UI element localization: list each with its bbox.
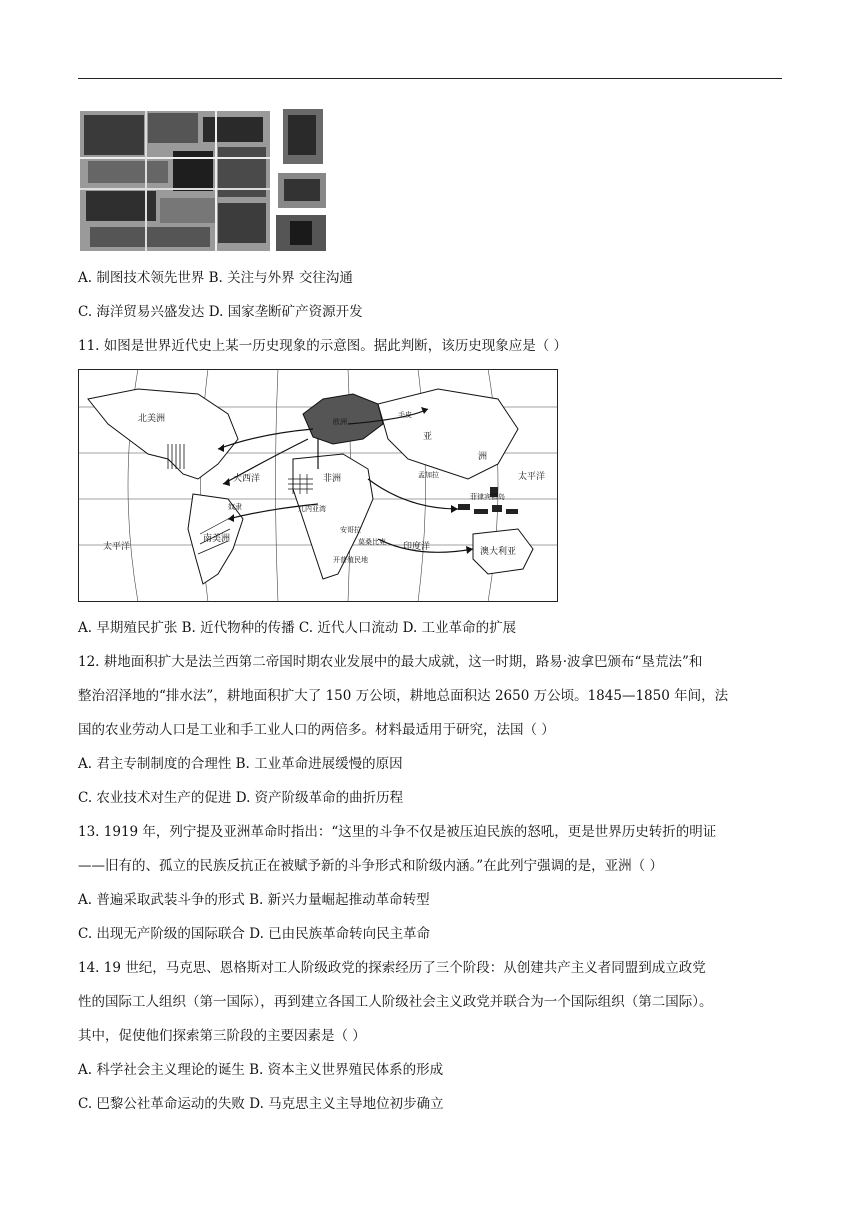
- map-label-angola: 安哥拉: [340, 526, 361, 534]
- map-label-guinea: 几内亚湾: [298, 505, 326, 513]
- q13-stem-line1: 13. 1919 年，列宁提及亚洲革命时指出：“这里的斗争不仅是被压迫民族的怒吼，更是世界历史转折的明证: [78, 824, 717, 840]
- map-label-africa: 非洲: [323, 474, 342, 484]
- map-label-fur: 毛皮: [398, 411, 412, 419]
- map-label-bengal: 孟加拉: [418, 471, 439, 479]
- map-label-atlantic: 大西洋: [233, 474, 261, 484]
- q11-stem: 11. 如图是世界近代史上某一历史现象的示意图。据此判断，该历史现象应是（ ）: [78, 338, 568, 354]
- map-label-pacific-left: 太平洋: [103, 542, 131, 552]
- q14-stem-line2: 性的国际工人组织（第一国际），再到建立各国工人阶级社会主义政党并联合为一个国际组织（第二国际）。: [78, 994, 713, 1010]
- q13-options-ab: A. 普遍采取武装斗争的形式 B. 新兴力量崛起推动革命转型: [78, 892, 430, 908]
- map-label-asia-2: 洲: [478, 452, 488, 462]
- q12-stem-line2: 整治沼泽地的“排水法”，耕地面积扩大了 150 万公顷，耕地总面积达 2650 万公顷。1845—1850 年间，法: [78, 688, 729, 704]
- q10-options-cd: C. 海洋贸易兴盛发达 D. 国家垄断矿产资源开发: [78, 304, 363, 320]
- q12-stem-line3: 国的农业劳动人口是工业和手工业人口的两倍多。材料最适用于研究，法国（ ）: [78, 722, 555, 738]
- map-label-indian-ocean: 印度洋: [403, 542, 431, 552]
- q11-options: A. 早期殖民扩张 B. 近代物种的传播 C. 近代人口流动 D. 工业革命的扩展: [78, 620, 517, 636]
- q14-stem-line3: 其中，促使他们探索第三阶段的主要因素是（ ）: [78, 1028, 366, 1044]
- q12-stem-line1: 12. 耕地面积扩大是法兰西第二帝国时期农业发展中的最大成就，这一时期，路易·波拿巴颁布“垦荒法”和: [78, 654, 703, 670]
- map-label-philippines: 菲律宾群岛: [470, 493, 505, 501]
- q13-options-cd: C. 出现无产阶级的国际联合 D. 已由民族革命转向民主革命: [78, 926, 431, 942]
- q13-stem-line2: ——旧有的、孤立的民族反抗正在被赋予新的斗争形式和阶级内涵。”在此列宁强调的是，亚洲（ ）: [78, 858, 663, 874]
- q14-options-cd: C. 巴黎公社革命运动的失败 D. 马克思主义主导地位初步确立: [78, 1096, 444, 1112]
- map-label-cape-colony: 开普殖民地: [333, 556, 368, 564]
- map-label-pacific-right: 太平洋: [518, 472, 546, 482]
- ancient-map-fragment-image: [78, 103, 330, 255]
- header-rule: [78, 78, 782, 79]
- q12-options-cd: C. 农业技术对生产的促进 D. 资产阶级革命的曲折历程: [78, 790, 404, 806]
- map-label-slaves: 奴隶: [228, 503, 242, 511]
- map-label-south-america: 南美洲: [203, 534, 231, 544]
- q14-options-ab: A. 科学社会主义理论的诞生 B. 资本主义世界殖民体系的形成: [78, 1062, 444, 1078]
- q14-stem-line1: 14. 19 世纪，马克思、恩格斯对工人阶级政党的探索经历了三个阶段：从创建共产主义者同盟到成立政党: [78, 960, 706, 976]
- q12-options-ab: A. 君主专制制度的合理性 B. 工业革命进展缓慢的原因: [78, 756, 403, 772]
- map-label-australia: 澳大利亚: [480, 547, 517, 557]
- map-label-mozambique: 莫桑比克: [358, 538, 386, 546]
- world-map-figure: [78, 369, 558, 602]
- map-label-europe: 欧洲: [333, 418, 347, 426]
- map-label-north-america: 北美洲: [138, 414, 166, 424]
- q10-options-ab: A. 制图技术领先世界 B. 关注与外界 交往沟通: [78, 270, 353, 286]
- map-label-asia: 亚: [423, 432, 433, 442]
